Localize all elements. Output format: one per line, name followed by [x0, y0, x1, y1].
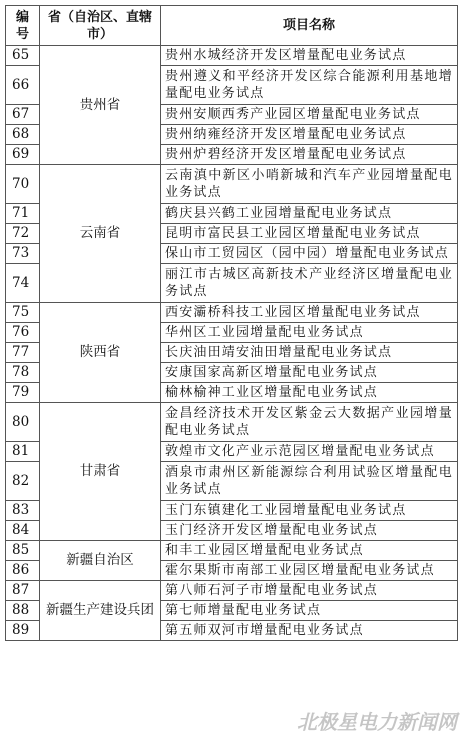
row-project-name: 榆林榆神工业区增量配电业务试点 [161, 383, 458, 403]
row-project-name: 安康国家高新区增量配电业务试点 [161, 363, 458, 383]
row-id: 88 [6, 601, 40, 621]
row-province: 云南省 [40, 165, 161, 303]
row-id: 74 [6, 264, 40, 303]
row-project-name: 西安灞桥科技工业园区增量配电业务试点 [161, 303, 458, 323]
table-row [6, 303, 458, 323]
row-id: 71 [6, 204, 40, 224]
row-id: 68 [6, 125, 40, 145]
table-row [6, 403, 458, 442]
row-project-name: 保山市工贸园区（园中园）增量配电业务试点 [161, 244, 458, 264]
table-body [6, 46, 458, 641]
row-id: 86 [6, 561, 40, 581]
row-project-name: 金昌经济技术开发区紫金云大数据产业园增量配电业务试点 [161, 403, 458, 442]
pilot-project-table [5, 5, 458, 641]
table-row [6, 46, 458, 66]
row-project-name: 长庆油田靖安油田增量配电业务试点 [161, 343, 458, 363]
row-id: 84 [6, 521, 40, 541]
row-id: 65 [6, 46, 40, 66]
row-project-name: 敦煌市文化产业示范园区增量配电业务试点 [161, 442, 458, 462]
row-id: 82 [6, 462, 40, 501]
header-province: 省（自治区、直辖市） [40, 6, 161, 46]
row-project-name: 华州区工业园增量配电业务试点 [161, 323, 458, 343]
row-province: 甘肃省 [40, 403, 161, 541]
table-row [6, 541, 458, 561]
table-row [6, 581, 458, 601]
row-id: 76 [6, 323, 40, 343]
row-project-name: 贵州水城经济开发区增量配电业务试点 [161, 46, 458, 66]
row-project-name: 贵州纳雍经济开发区增量配电业务试点 [161, 125, 458, 145]
row-project-name: 第五师双河市增量配电业务试点 [161, 621, 458, 641]
row-province: 贵州省 [40, 46, 161, 165]
row-project-name: 丽江市古城区高新技术产业经济区增量配电业务试点 [161, 264, 458, 303]
row-id: 70 [6, 165, 40, 204]
row-province: 新疆自治区 [40, 541, 161, 581]
row-id: 79 [6, 383, 40, 403]
row-project-name: 云南滇中新区小哨新城和汽车产业园增量配电业务试点 [161, 165, 458, 204]
row-id: 75 [6, 303, 40, 323]
row-id: 69 [6, 145, 40, 165]
row-project-name: 贵州遵义和平经济开发区综合能源利用基地增量配电业务试点 [161, 66, 458, 105]
row-project-name: 贵州炉碧经济开发区增量配电业务试点 [161, 145, 458, 165]
row-project-name: 昆明市富民县工业园区增量配电业务试点 [161, 224, 458, 244]
row-project-name: 和丰工业园区增量配电业务试点 [161, 541, 458, 561]
table-row [6, 165, 458, 204]
row-id: 67 [6, 105, 40, 125]
row-province: 陕西省 [40, 303, 161, 403]
row-id: 80 [6, 403, 40, 442]
row-project-name: 玉门经济开发区增量配电业务试点 [161, 521, 458, 541]
row-id: 89 [6, 621, 40, 641]
watermark: 北极星电力新闻网 [297, 710, 457, 734]
row-project-name: 玉门东镇建化工业园增量配电业务试点 [161, 501, 458, 521]
row-id: 83 [6, 501, 40, 521]
row-project-name: 酒泉市肃州区新能源综合利用试验区增量配电业务试点 [161, 462, 458, 501]
row-province: 新疆生产建设兵团 [40, 581, 161, 641]
row-id: 78 [6, 363, 40, 383]
row-project-name: 鹤庆县兴鹤工业园增量配电业务试点 [161, 204, 458, 224]
row-id: 85 [6, 541, 40, 561]
row-id: 87 [6, 581, 40, 601]
header-id: 编号 [6, 6, 40, 46]
row-project-name: 贵州安顺西秀产业园区增量配电业务试点 [161, 105, 458, 125]
row-project-name: 霍尔果斯市南部工业园区增量配电业务试点 [161, 561, 458, 581]
row-id: 66 [6, 66, 40, 105]
row-project-name: 第八师石河子市增量配电业务试点 [161, 581, 458, 601]
row-project-name: 第七师增量配电业务试点 [161, 601, 458, 621]
row-id: 72 [6, 224, 40, 244]
table-header-row [6, 6, 458, 46]
row-id: 81 [6, 442, 40, 462]
header-project-name: 项目名称 [161, 6, 458, 46]
row-id: 73 [6, 244, 40, 264]
row-id: 77 [6, 343, 40, 363]
